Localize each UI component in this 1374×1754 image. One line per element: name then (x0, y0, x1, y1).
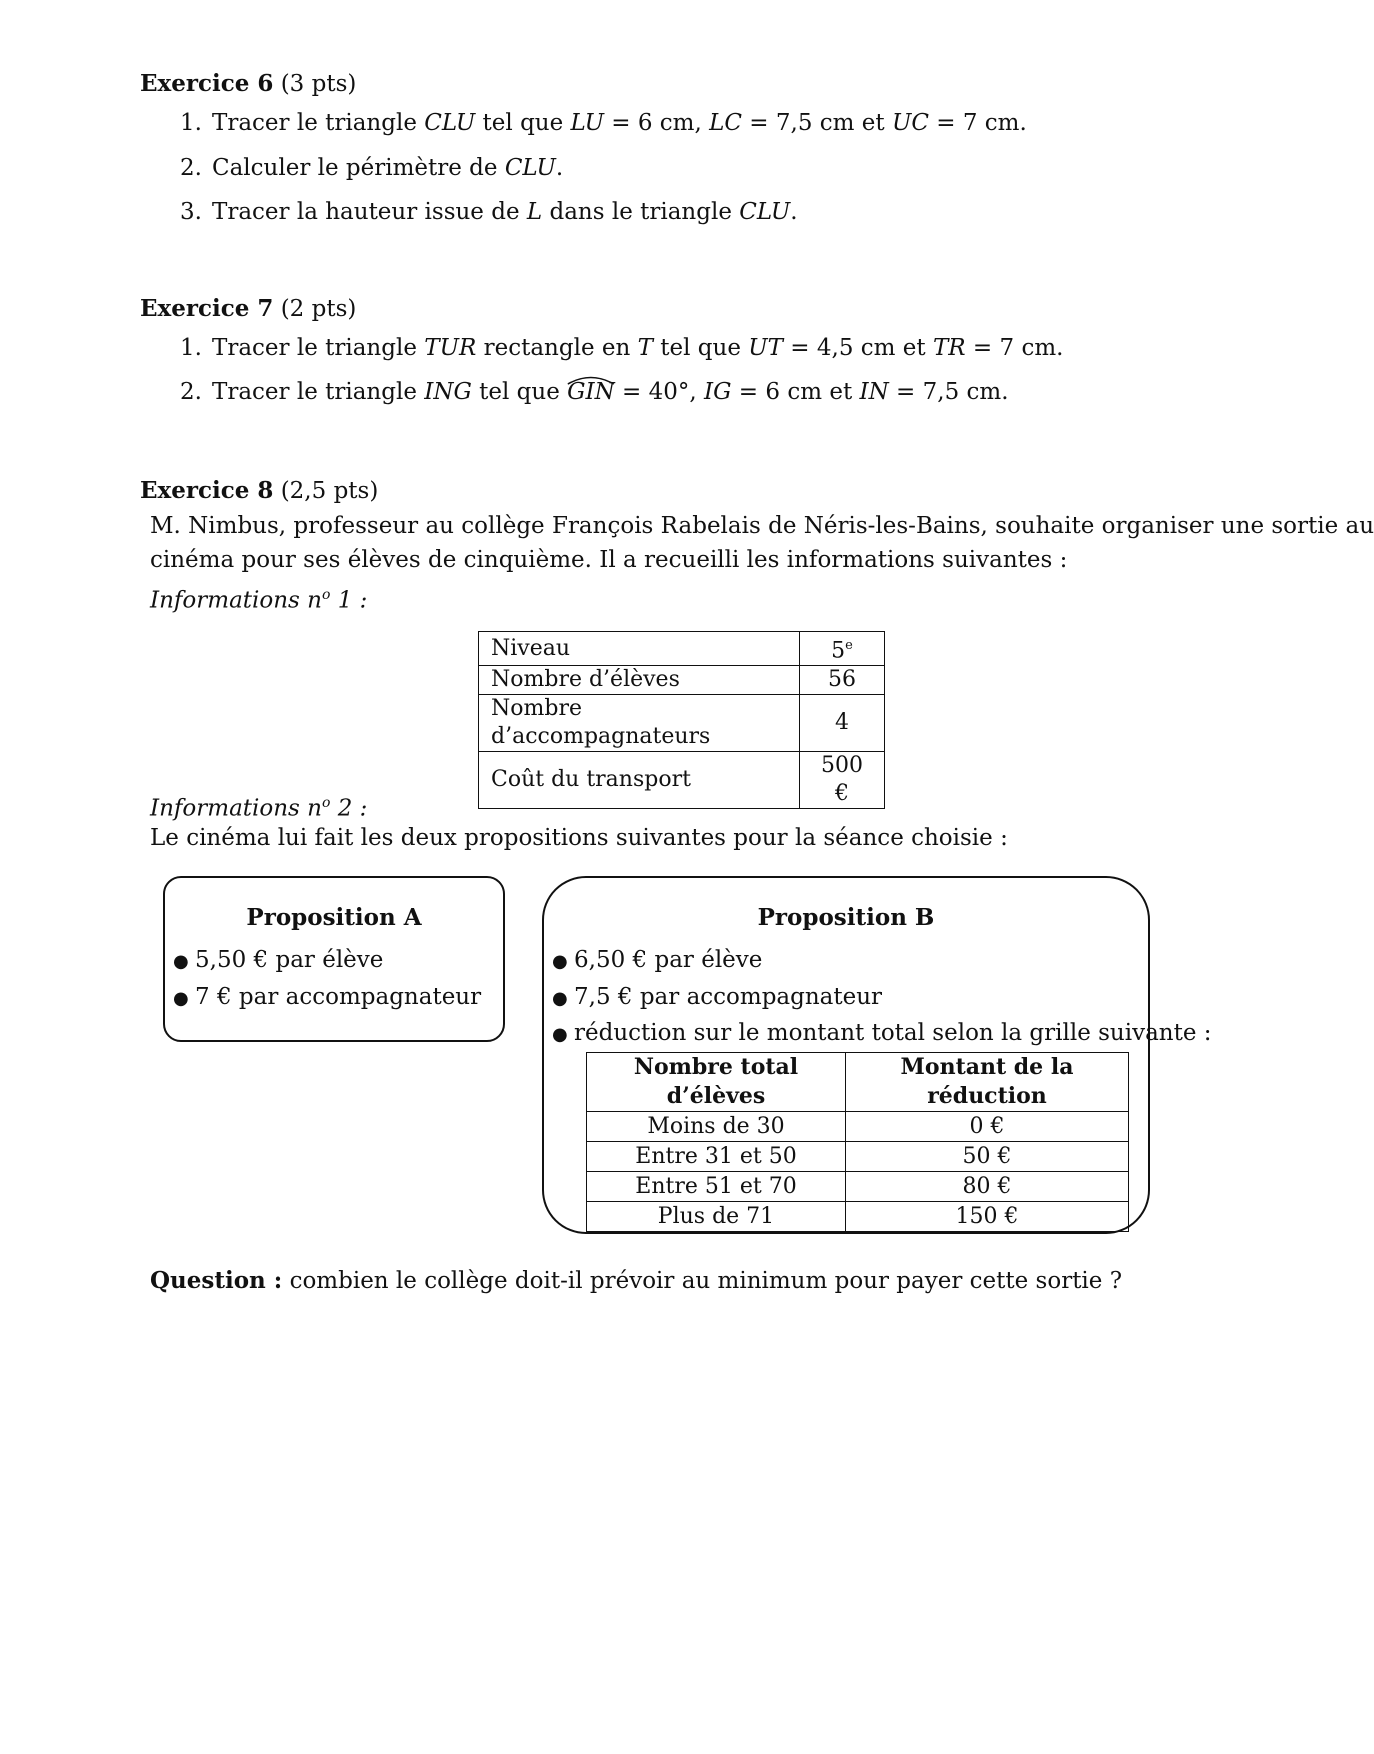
list-item (552, 982, 882, 1014)
exercise-6-item-1 (172, 108, 1027, 138)
list-item (173, 982, 481, 1014)
text: = 6 cm et (731, 379, 860, 405)
table-row (479, 695, 885, 752)
math: LC (709, 110, 742, 136)
text: tel que (471, 379, 568, 405)
table-row (479, 666, 885, 695)
column-header: Nombre total d’élèves (587, 1053, 846, 1112)
table-cell: 0 € (846, 1112, 1129, 1142)
value: 5 (831, 638, 846, 664)
text: Tracer le triangle (212, 335, 425, 361)
item-number: 2. (180, 379, 202, 405)
reduction-table (586, 1052, 1129, 1232)
angle-hat-icon (567, 375, 615, 385)
table-cell: 80 € (846, 1172, 1129, 1202)
exercise-7-item-2 (172, 377, 1009, 407)
table-cell: Entre 31 et 50 (587, 1142, 846, 1172)
table-row (587, 1112, 1129, 1142)
text: Tracer le triangle (212, 110, 425, 136)
intro-line-1: M. Nimbus, professeur au collège François Rabelais de Néris-les-Bains, souhaite organiser une sortie au (150, 513, 1374, 539)
exercise-points: (2,5 pts) (280, 478, 379, 504)
table-cell: 4 (800, 695, 885, 752)
math: L (526, 199, 543, 225)
angle-notation (567, 377, 615, 407)
text: = 7,5 cm. (888, 379, 1009, 405)
text: tel que (652, 335, 749, 361)
bullet-text: 7 € par accompagnateur (195, 984, 482, 1010)
text: rectangle en (476, 335, 638, 361)
bullet-icon: ● (173, 951, 189, 972)
question-text: combien le collège doit-il prévoir au minimum pour payer cette sortie ? (282, 1268, 1123, 1294)
exercise-8-heading (140, 476, 378, 506)
math: IG (704, 379, 732, 405)
table-cell: Nombre d’accompagnateurs (479, 695, 800, 752)
text: Tracer la hauteur issue de (212, 199, 527, 225)
text: = 7,5 cm et (741, 110, 892, 136)
list-item (552, 945, 762, 977)
item-number: 1. (180, 110, 202, 136)
math: LU (570, 110, 604, 136)
list-item (173, 945, 383, 977)
intro-line-2: cinéma pour ses élèves de cinquième. Il a recueilli les informations suivantes : (150, 547, 1068, 573)
proposition-a-box (163, 876, 505, 1042)
info-2-text: Le cinéma lui fait les deux propositions suivantes pour la séance choisie : (150, 825, 1008, 851)
item-number: 3. (180, 199, 202, 225)
math: ING (424, 379, 472, 405)
math: CLU (504, 155, 556, 181)
text: 2 : (330, 795, 368, 822)
text: = 6 cm, (603, 110, 710, 136)
exercise-title: Exercice 6 (140, 70, 274, 97)
bullet-text: 6,50 € par élève (574, 947, 763, 973)
exercise-points: (3 pts) (280, 71, 357, 97)
exercise-7-item-1 (172, 333, 1063, 363)
exercise-7-heading (140, 294, 356, 324)
question-label: Question : (150, 1267, 283, 1294)
text: Informations n (150, 587, 322, 614)
text: Calculer le périmètre de (212, 155, 505, 181)
math: TR (932, 335, 966, 361)
math: TUR (424, 335, 477, 361)
text: 1 : (330, 587, 368, 614)
table-cell: Moins de 30 (587, 1112, 846, 1142)
text: Informations n (150, 795, 322, 822)
table-row (587, 1172, 1129, 1202)
bullet-text: réduction sur le montant total selon la grille suivante : (574, 1020, 1212, 1046)
text: dans le triangle (542, 199, 740, 225)
text: Tracer le triangle (212, 379, 425, 405)
table-cell: Entre 51 et 70 (587, 1172, 846, 1202)
bullet-icon: ● (552, 951, 568, 972)
exercise-6-heading (140, 69, 356, 99)
math: IN (859, 379, 889, 405)
list-item (552, 1018, 1212, 1050)
superscript: e (845, 638, 853, 653)
math: CLU (424, 110, 476, 136)
math: UC (891, 110, 929, 136)
table-cell: Nombre d’élèves (479, 666, 800, 695)
text: = 7 cm. (928, 110, 1027, 136)
text: . (790, 199, 798, 225)
table-row (587, 1142, 1129, 1172)
text: = 7 cm. (965, 335, 1064, 361)
exercise-points: (2 pts) (280, 296, 357, 322)
table-cell (800, 632, 885, 666)
table-row (479, 632, 885, 666)
column-header: Montant de la réduction (846, 1053, 1129, 1112)
info-2-label (150, 788, 367, 824)
math: T (637, 335, 653, 361)
bullet-text: 5,50 € par élève (195, 947, 384, 973)
text: tel que (475, 110, 571, 136)
question (150, 1266, 1122, 1296)
proposition-b-title: Proposition B (757, 904, 935, 931)
exercise-6-item-2 (172, 153, 563, 183)
exercise-6-item-3 (172, 197, 798, 227)
table-cell: 500 € (800, 752, 885, 809)
bullet-text: 7,5 € par accompagnateur (574, 984, 883, 1010)
superscript: o (321, 587, 331, 603)
math: GIN (567, 379, 615, 405)
table-row (587, 1202, 1129, 1232)
text: . (555, 155, 564, 181)
math: UT (748, 335, 783, 361)
math: CLU (739, 199, 791, 225)
table-cell: 50 € (846, 1142, 1129, 1172)
superscript: o (321, 795, 331, 811)
table-row (479, 752, 885, 809)
text: = 4,5 cm et (782, 335, 933, 361)
table-cell: Plus de 71 (587, 1202, 846, 1232)
item-number: 2. (180, 155, 202, 181)
info-table (478, 631, 885, 809)
bullet-icon: ● (552, 988, 568, 1009)
table-cell: 150 € (846, 1202, 1129, 1232)
table-cell: Coût du transport (479, 752, 800, 809)
item-number: 1. (180, 335, 202, 361)
proposition-a-title: Proposition A (246, 904, 422, 931)
info-1-label (150, 580, 367, 616)
exercise-title: Exercice 7 (140, 295, 274, 322)
exercise-title: Exercice 8 (140, 477, 274, 504)
table-cell: 56 (800, 666, 885, 695)
table-header-row (587, 1053, 1129, 1112)
bullet-icon: ● (552, 1024, 568, 1045)
text: = 40°, (614, 379, 705, 405)
table-cell: Niveau (479, 632, 800, 666)
bullet-icon: ● (173, 988, 189, 1009)
proposition-b-box (542, 876, 1212, 1234)
